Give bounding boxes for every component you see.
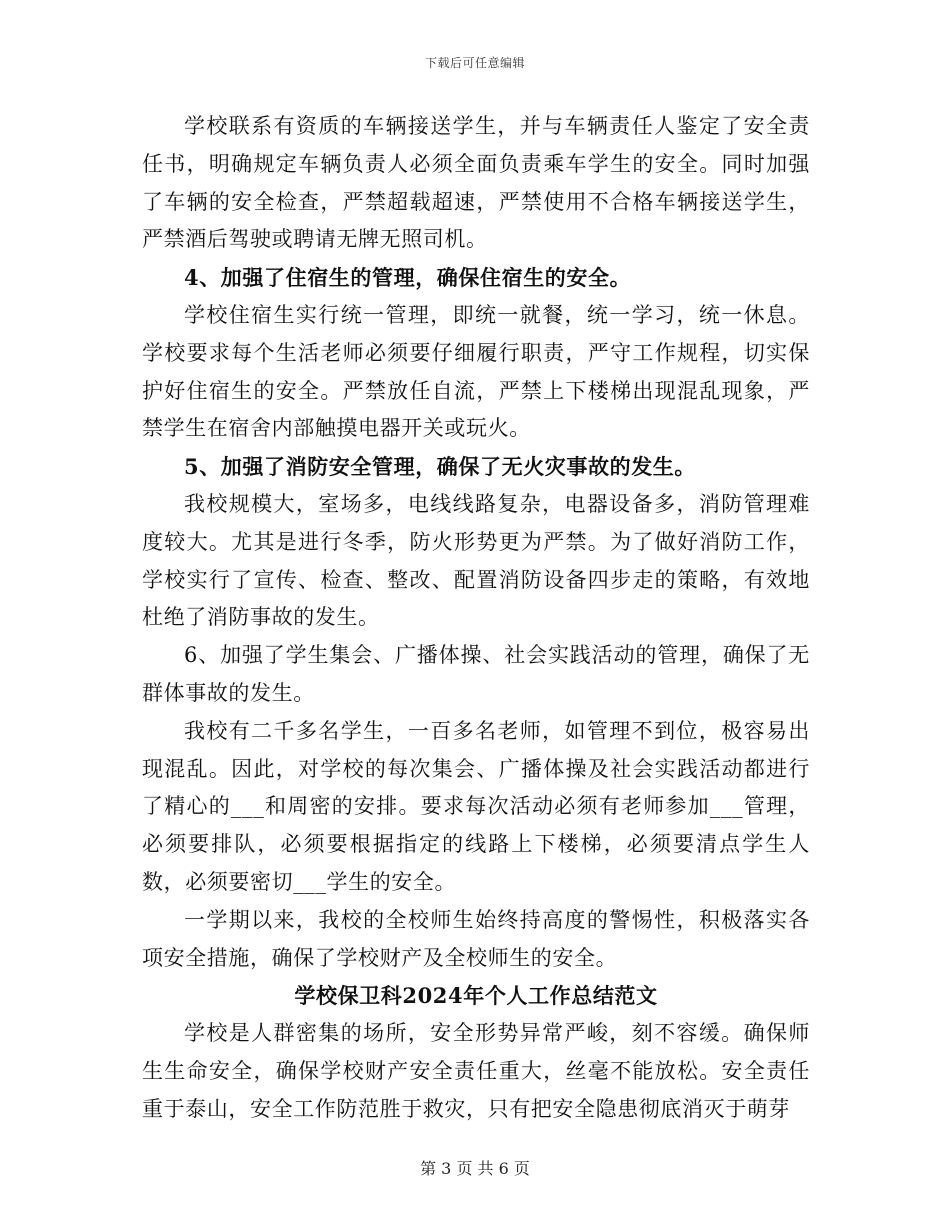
section-title: 学校保卫科2024年个人工作总结范文 xyxy=(294,983,658,1009)
paragraph-student-activities: 我校有二千多名学生，一百多名老师，如管理不到位，极容易出现混乱。因此，对学校的每次集会、广播体操及社会实践活动都进行了精心的___和周密的安排。要求每次活动必须有老师参加___管理，必须要排队，必须要根据指定的线路上下楼梯，必须要清点学生人数，必须要密切___学生的安全。 xyxy=(142,718,810,894)
document-body xyxy=(142,108,810,1129)
heading-dormitory-management: 4、加强了住宿生的管理，确保住宿生的安全。 xyxy=(184,265,632,291)
heading-fire-safety: 5、加强了消防安全管理，确保了无火灾事故的发生。 xyxy=(184,454,697,480)
page-header: 下载后可任意编辑 xyxy=(424,56,525,70)
page-number: 第 3 页 共 6 页 xyxy=(420,1159,530,1178)
paragraph-semester-summary: 一学期以来，我校的全校师生始终持高度的警惕性，积极落实各项安全措施，确保了学校财产及全校师生的安全。 xyxy=(142,907,810,970)
paragraph-fire-safety: 我校规模大，室场多，电线线路复杂，电器设备多，消防管理难度较大。尤其是进行冬季，防火形势更为严禁。为了做好消防工作，学校实行了宣传、检查、整改、配置消防设备四步走的策略，有效地杜绝了消防事故的发生。 xyxy=(142,491,810,630)
paragraph-vehicle-safety: 学校联系有资质的车辆接送学生，并与车辆责任人鉴定了安全责任书，明确规定车辆负责人必须全面负责乘车学生的安全。同时加强了车辆的安全检查，严禁超载超速，严禁使用不合格车辆接送学生，严禁酒后驾驶或聘请无牌无照司机。 xyxy=(142,114,810,252)
heading-student-activities: 6、加强了学生集会、广播体操、社会实践活动的管理，确保了无群体事故的发生。 xyxy=(142,643,810,705)
paragraph-intro: 学校是人群密集的场所，安全形势异常严峻，刻不容缓。确保师生生命安全，确保学校财产安全责任重大，丝毫不能放松。安全责任重于泰山，安全工作防范胜于救灾，只有把安全隐患彻底消灭于萌芽 xyxy=(142,1021,810,1121)
paragraph-dormitory-safety: 学校住宿生实行统一管理，即统一就餐，统一学习，统一休息。学校要求每个生活老师必须要仔细履行职责，严守工作规程，切实保护好住宿生的安全。严禁放任自流，严禁上下楼梯出现混乱现象，严禁学生在宿舍内部触摸电器开关或玩火。 xyxy=(142,302,810,441)
